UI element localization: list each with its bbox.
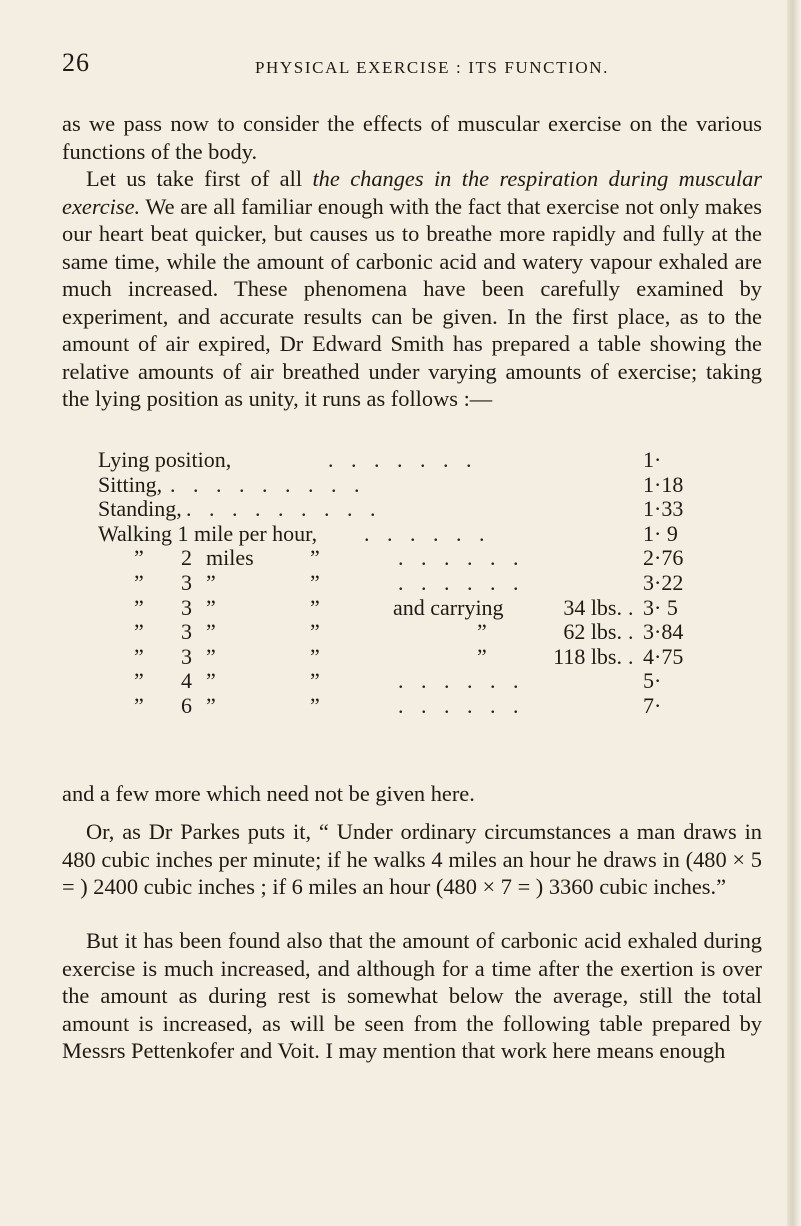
carried-weight: 118 lbs. [553,643,622,669]
para2-lead: Let us take first of all [86,166,303,191]
table-row [98,546,760,571]
relative-amount: 5· [643,668,662,694]
table-row [98,620,760,645]
page-edge [787,0,801,1226]
dot-leader: . . . . . . . . . [170,471,366,497]
para4-text: But it has been found also that the amount of carbonic acid exhaled during exercise is much increased, and although for a time after the exertion is over the amount as during rest is somewhat below the average, still the total amount is increased, as will be seen from the following table prepared by Messrs Pettenkofer and Voit. I may mention that work here means enough [62,928,762,1063]
carrying-label: and carrying [393,594,504,620]
unit-label: miles [206,545,254,571]
miles-number: 3 [181,643,192,669]
row-label: Lying position, [98,447,232,472]
unit-label: ” [206,692,216,718]
relative-amount: 3·84 [643,619,684,645]
page-number: 26 [62,48,90,77]
para2-italic-phrase: the changes in the respiration during muscular exercise. [62,166,762,219]
ditto-mark: ” [134,569,144,595]
row-dot: . [628,619,640,645]
miles-number: 3 [181,569,192,595]
relative-amount: 7· [643,692,662,718]
relative-amount: 2·76 [643,545,684,571]
table-row [98,522,760,547]
row-label: Standing, [98,496,182,522]
dot-leader: . . . . . . [398,692,525,718]
table-row [98,473,760,498]
rate-ditto: ” [310,692,320,718]
para3-text: Or, as Dr Parkes puts it, “ Under ordinary circumstances a man draws in 480 cubic inches per minute; if he walks 4 miles an hour he draws in (480 × 5 = ) 2400 cubic inches ; if 6 miles an hour (480 × 7 = ) 3360 cubic inches.” [62,819,762,899]
rate-ditto: ” [310,643,320,669]
dot-leader: . . . . . . [398,569,525,595]
ditto-mark: ” [134,692,144,718]
relative-amount: 1·33 [643,496,684,522]
carrying-ditto: ” [477,619,487,645]
table-row [98,669,760,694]
dot-leader: . . . . . . [398,668,525,694]
paragraph-intro: as we pass now to consider the effects of muscular exercise on the various functions of the body. [62,111,762,164]
ditto-mark: ” [134,594,144,620]
table-row [98,571,760,596]
ditto-mark: ” [134,643,144,669]
paragraph-carbonic-acid [62,927,762,1065]
unit-label: ” [206,643,216,669]
rate-ditto: ” [310,545,320,571]
miles-number: 2 [181,545,192,571]
dot-leader: . . . . . . [398,545,525,571]
dot-leader: . . . . . . . [328,447,478,472]
carried-weight: 34 lbs. [563,594,622,620]
para2-body: We are all familiar enough with the fact that exercise not only makes our heart beat quicker, but causes us to breathe more rapidly and fully at the same time, while the amount of carbonic acid and watery vapour exhaled are much increased. These phenomena have been carefully examined by experiment, and accurate results can be given. In the first place, as to the amount of air expired, Dr Edward Smith has prepared a table showing the relative amounts of air breathed under varying amounts of exercise; taking the lying position as unity, it runs as follows :— [62,193,762,411]
table-row [98,448,760,473]
unit-label: ” [206,668,216,694]
ditto-mark: ” [134,545,144,571]
running-head: PHYSICAL EXERCISE : ITS FUNCTION. [255,58,609,77]
relative-amount: 3· 5 [643,594,678,620]
unit-label: ” [206,594,216,620]
miles-number: 3 [181,619,192,645]
carrying-ditto: ” [477,643,487,669]
rate-ditto: ” [310,594,320,620]
dot-leader: . . . . . . [364,520,491,546]
table-row [98,694,760,719]
row-label: Walking 1 mile per hour, [98,520,318,546]
paragraph-parkes-quote [62,818,762,901]
ditto-mark: ” [134,668,144,694]
relative-amount: 4·75 [643,643,684,669]
relative-amount: 1· [643,447,662,472]
row-dot: . [628,594,640,620]
row-dot: . [628,643,640,669]
carried-weight: 62 lbs. [563,619,622,645]
miles-number: 4 [181,668,192,694]
miles-number: 3 [181,594,192,620]
relative-amount: 3·22 [643,569,684,595]
table-row [98,596,760,621]
dot-leader: . . . . . . . . . [186,496,382,522]
rate-ditto: ” [310,668,320,694]
row-label: Sitting, [98,471,163,497]
table-row [98,497,760,522]
rate-ditto: ” [310,619,320,645]
air-breathed-table [98,448,760,719]
relative-amount: 1·18 [643,471,684,497]
ditto-mark: ” [134,619,144,645]
unit-label: ” [206,619,216,645]
relative-amount: 1· 9 [643,520,678,546]
unit-label: ” [206,569,216,595]
table-row [98,645,760,670]
miles-number: 6 [181,692,192,718]
table-tail-note: and a few more which need not be given here. [62,781,475,806]
paragraph-respiration [62,165,762,413]
rate-ditto: ” [310,569,320,595]
